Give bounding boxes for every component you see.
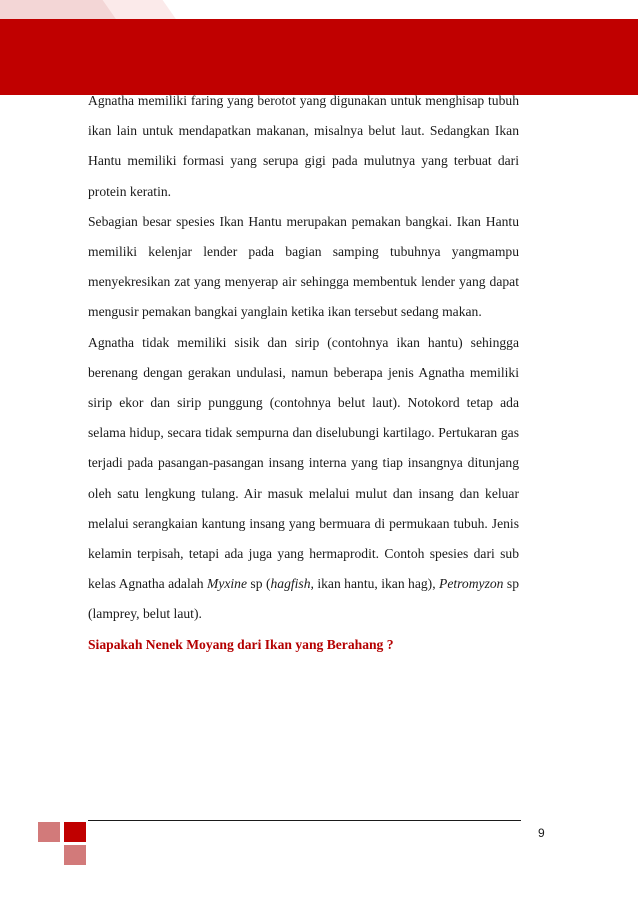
paragraph-2: Sebagian besar spesies Ikan Hantu merupakan pemakan bangkai. Ikan Hantu memiliki kelenjar lender pada bagian samping tubuhnya yangmampu menyekresikan zat yang menyerap air sehingga membentuk lender yang dapat mengusir pemakan bangkai yanglain ketika ikan tersebut sedang makan. (88, 213, 519, 320)
header-band (0, 19, 638, 95)
paragraph-3-text-d: sp (lamprey, belut laut). (88, 576, 519, 622)
footer-decor-square-2 (64, 822, 86, 842)
paragraph-3 (88, 328, 519, 630)
paragraph-3-text-a: Agnatha tidak memiliki sisik dan sirip (contohnya ikan hantu) sehingga berenang dengan gerakan undulasi, namun beberapa jenis Agnatha memiliki sirip ekor dan sirip punggung (contohnya belut laut). Notokord tetap ada selama hidup, secara tidak sempurna dan diselubungi kartilago. Pertukaran gas terjadi pada pasangan-pasangan insang interna yang tiap insangnya ditunjang oleh satu lengkung tulang. Air masuk melalui mulut dan insang dan keluar melalui serangkaian kantung insang yang bermuara di permukaan tubuh. Jenis kelamin terpisah, tetapi ada juga yang hermaprodit. Contoh spesies dari sub kelas Agnatha adalah (88, 334, 519, 592)
footer-decor-square-3 (64, 845, 86, 865)
footer-decor-square-1 (38, 822, 60, 842)
genus-petromyzon: Petromyzon (439, 576, 504, 592)
common-name-hagfish: hagfish, (270, 576, 314, 592)
genus-myxine: Myxine (207, 576, 247, 592)
section-heading: Siapakah Nenek Moyang dari Ikan yang Berahang ? (88, 636, 394, 652)
paragraph-3-text-c: ikan hantu, ikan hag), (313, 576, 440, 592)
paragraph-1: Agnatha memiliki faring yang berotot yang digunakan untuk menghisap tubuh ikan lain untuk mendapatkan makanan, misalnya belut laut. Sedangkan Ikan Hantu memiliki formasi yang serupa gigi pada mulutnya yang terbuat dari protein keratin. (88, 93, 519, 199)
page-number: 9 (538, 826, 545, 840)
page-body (88, 86, 519, 660)
paragraph-3-text-b: sp ( (247, 576, 271, 592)
footer-rule (88, 820, 521, 821)
